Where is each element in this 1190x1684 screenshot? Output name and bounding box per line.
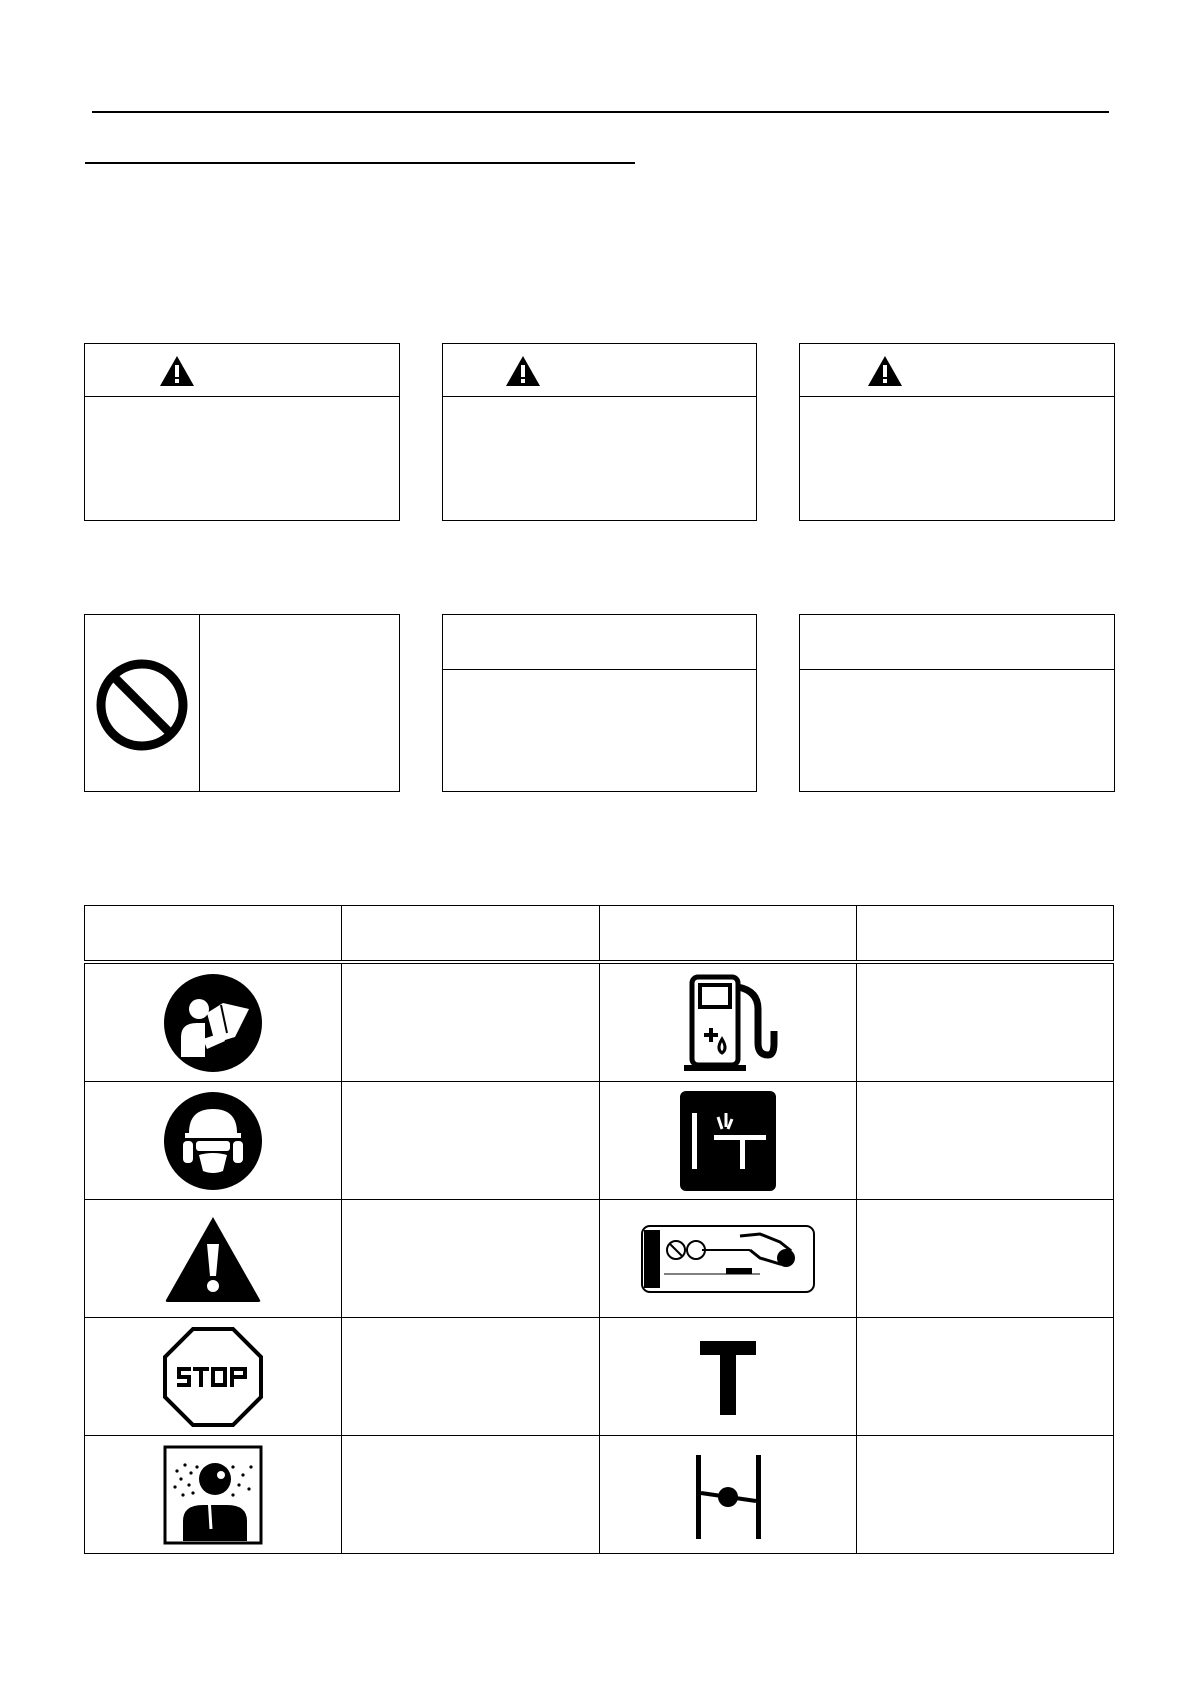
symbol-table bbox=[84, 905, 1114, 1554]
stop-sign-icon bbox=[163, 1327, 263, 1427]
symbol-cell bbox=[599, 1082, 856, 1200]
meaning-cell bbox=[856, 1082, 1113, 1200]
table-row bbox=[85, 1436, 1114, 1554]
header-meaning bbox=[342, 906, 599, 963]
safety-distance-label-icon bbox=[640, 1224, 816, 1294]
warning-box bbox=[799, 343, 1115, 521]
meaning-cell bbox=[342, 1200, 599, 1318]
prohibition-icon-cell bbox=[85, 615, 200, 791]
meaning-cell bbox=[342, 1318, 599, 1436]
notice-box bbox=[442, 614, 757, 792]
header-meaning bbox=[856, 906, 1113, 963]
t-handle-icon bbox=[698, 1337, 758, 1417]
table-row bbox=[85, 962, 1114, 1082]
fuel-pump-icon bbox=[678, 973, 778, 1073]
symbol-cell bbox=[599, 1436, 856, 1554]
meaning-cell bbox=[856, 962, 1113, 1082]
meaning-cell bbox=[856, 1318, 1113, 1436]
section-title-underline bbox=[85, 162, 635, 164]
meaning-cell bbox=[856, 1200, 1113, 1318]
symbol-cell bbox=[85, 962, 342, 1082]
throttle-symbol-icon bbox=[678, 1445, 778, 1545]
symbol-cell bbox=[599, 1318, 856, 1436]
warning-box-header bbox=[443, 344, 756, 397]
toxic-fumes-icon bbox=[163, 1445, 263, 1545]
prohibition-box bbox=[84, 614, 400, 792]
warning-box bbox=[442, 343, 757, 521]
symbol-table-header bbox=[85, 906, 1114, 963]
warning-box-header bbox=[85, 344, 399, 397]
meaning-cell bbox=[342, 1082, 599, 1200]
notice-box-header bbox=[443, 615, 756, 670]
warning-box bbox=[84, 343, 400, 521]
warning-triangle-icon bbox=[867, 355, 903, 387]
header-symbol bbox=[85, 906, 342, 963]
notice-box bbox=[799, 614, 1115, 792]
warning-box-header bbox=[800, 344, 1114, 397]
warning-exclamation-icon bbox=[163, 1214, 263, 1304]
prohibition-icon bbox=[95, 658, 189, 752]
header-symbol bbox=[599, 906, 856, 963]
table-row bbox=[85, 1318, 1114, 1436]
header-rule bbox=[92, 111, 1109, 113]
table-row bbox=[85, 1200, 1114, 1318]
meaning-cell bbox=[856, 1436, 1113, 1554]
meaning-cell bbox=[342, 962, 599, 1082]
choke-icon bbox=[678, 1091, 778, 1191]
symbol-cell bbox=[599, 1200, 856, 1318]
meaning-cell bbox=[342, 1436, 599, 1554]
protective-gear-icon bbox=[163, 1091, 263, 1191]
read-manual-icon bbox=[163, 973, 263, 1073]
warning-triangle-icon bbox=[159, 355, 195, 387]
symbol-cell bbox=[599, 962, 856, 1082]
symbol-cell bbox=[85, 1318, 342, 1436]
symbol-cell bbox=[85, 1200, 342, 1318]
table-row bbox=[85, 1082, 1114, 1200]
symbol-cell bbox=[85, 1082, 342, 1200]
warning-triangle-icon bbox=[505, 355, 541, 387]
notice-box-header bbox=[800, 615, 1114, 670]
symbol-cell bbox=[85, 1436, 342, 1554]
